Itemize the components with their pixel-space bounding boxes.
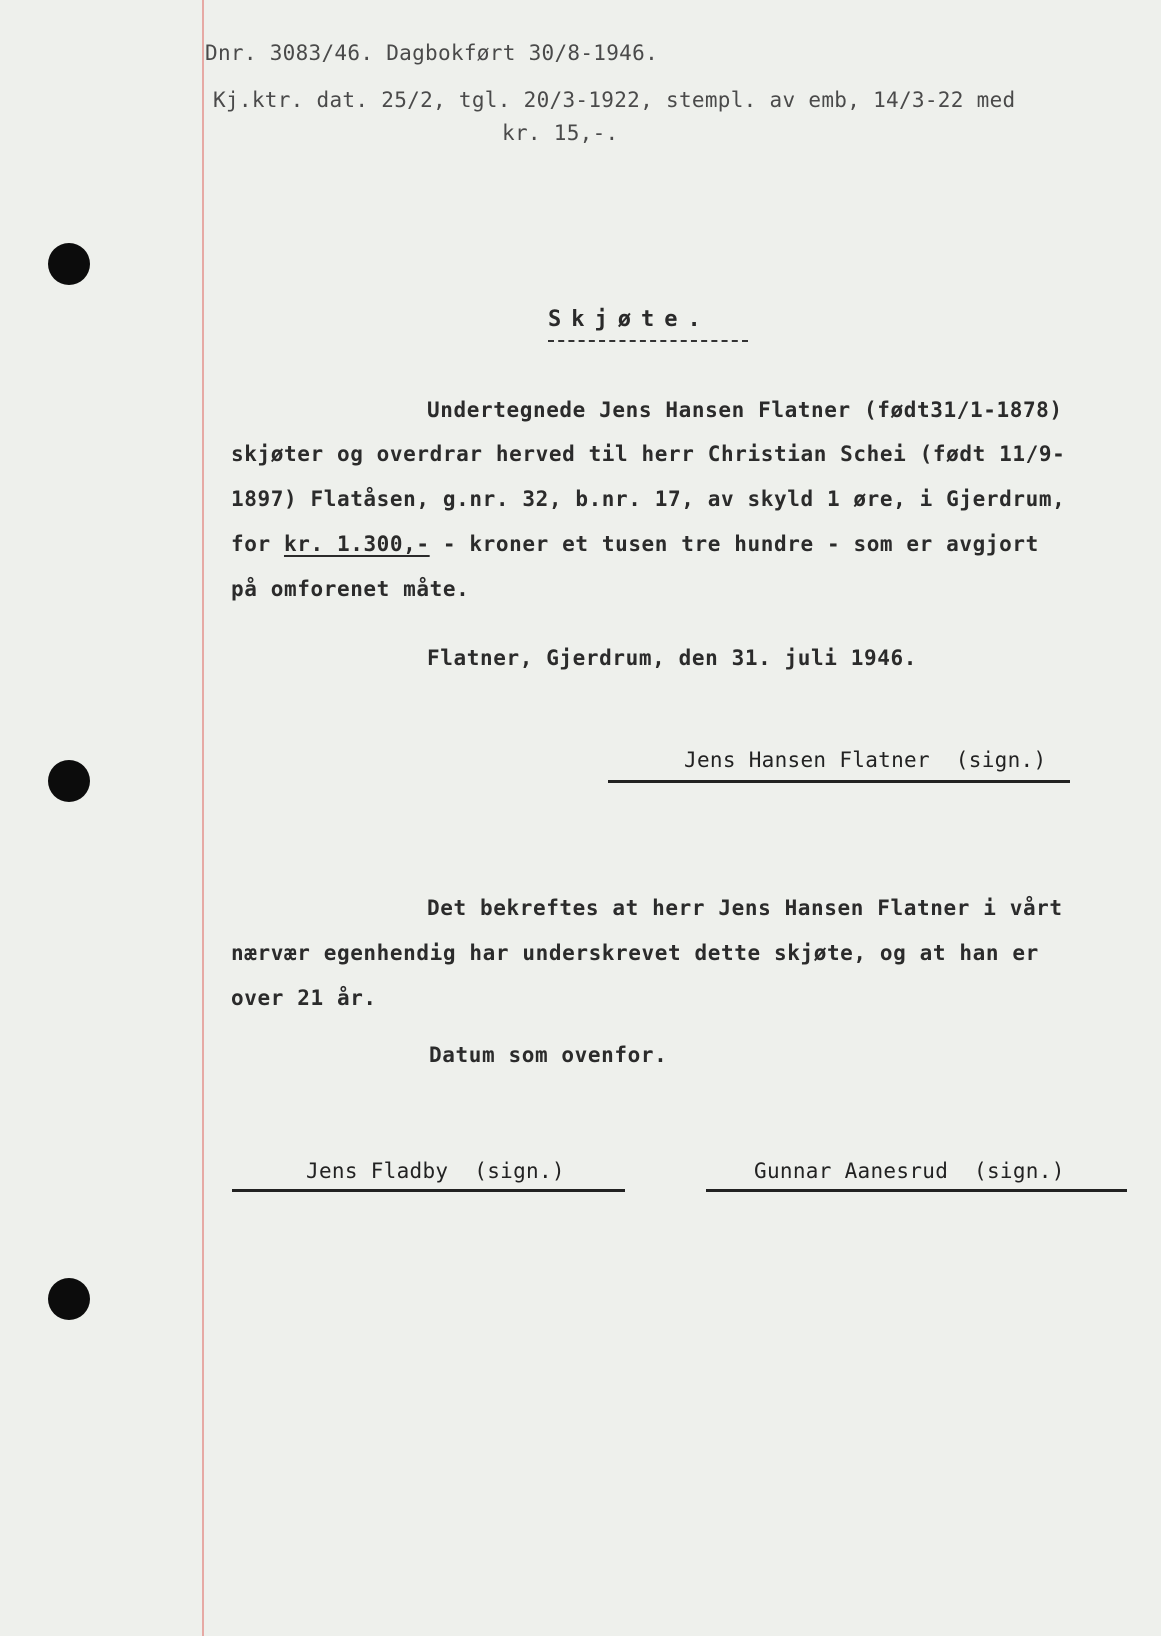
seller-signature-line: [608, 780, 1070, 783]
witness-line-1: Det bekreftes at herr Jens Hansen Flatner i vårt: [427, 896, 1063, 920]
witness-line-2: nærvær egenhendig har underskrevet dette skjøte, og at han er: [231, 941, 1039, 965]
date-note: Datum som ovenfor.: [429, 1043, 668, 1067]
margin-line: [202, 0, 204, 1636]
witness-1-signature: Jens Fladby (sign.): [306, 1159, 565, 1183]
purchase-amount: kr. 1.300,-: [283, 532, 430, 556]
deed-line-2: skjøter og overdrar herved til herr Christian Schei (født 11/9-: [231, 442, 1066, 466]
witness-line-3: over 21 år.: [231, 986, 377, 1010]
punch-hole: [48, 760, 90, 802]
deed-line-4: [231, 531, 1039, 557]
witness-1-signature-line: [232, 1189, 625, 1192]
deed-line-4-suffix: - kroner et tusen tre hundre - som er avgjort: [429, 532, 1039, 556]
punch-hole: [48, 243, 90, 285]
deed-line-1: Undertegnede Jens Hansen Flatner (født31/1-1878): [427, 398, 1063, 422]
registration-line: Dnr. 3083/46. Dagbokført 30/8-1946.: [205, 41, 659, 65]
seller-signature: Jens Hansen Flatner (sign.): [684, 748, 1047, 772]
witness-2-signature: Gunnar Aanesrud (sign.): [754, 1159, 1065, 1183]
deed-line-5: på omforenet måte.: [231, 577, 470, 601]
deed-line-3: 1897) Flatåsen, g.nr. 32, b.nr. 17, av skyld 1 øre, i Gjerdrum,: [231, 487, 1066, 511]
witness-2-signature-line: [706, 1189, 1127, 1192]
contract-line: Kj.ktr. dat. 25/2, tgl. 20/3-1922, stempl. av emb, 14/3-22 med: [213, 88, 1016, 112]
fee-line: kr. 15,-.: [502, 121, 619, 145]
document-title: Skjøte.: [548, 307, 711, 332]
place-date: Flatner, Gjerdrum, den 31. juli 1946.: [427, 646, 917, 670]
deed-line-4-prefix: for: [231, 532, 284, 556]
punch-hole: [48, 1278, 90, 1320]
title-underline: [548, 340, 748, 342]
